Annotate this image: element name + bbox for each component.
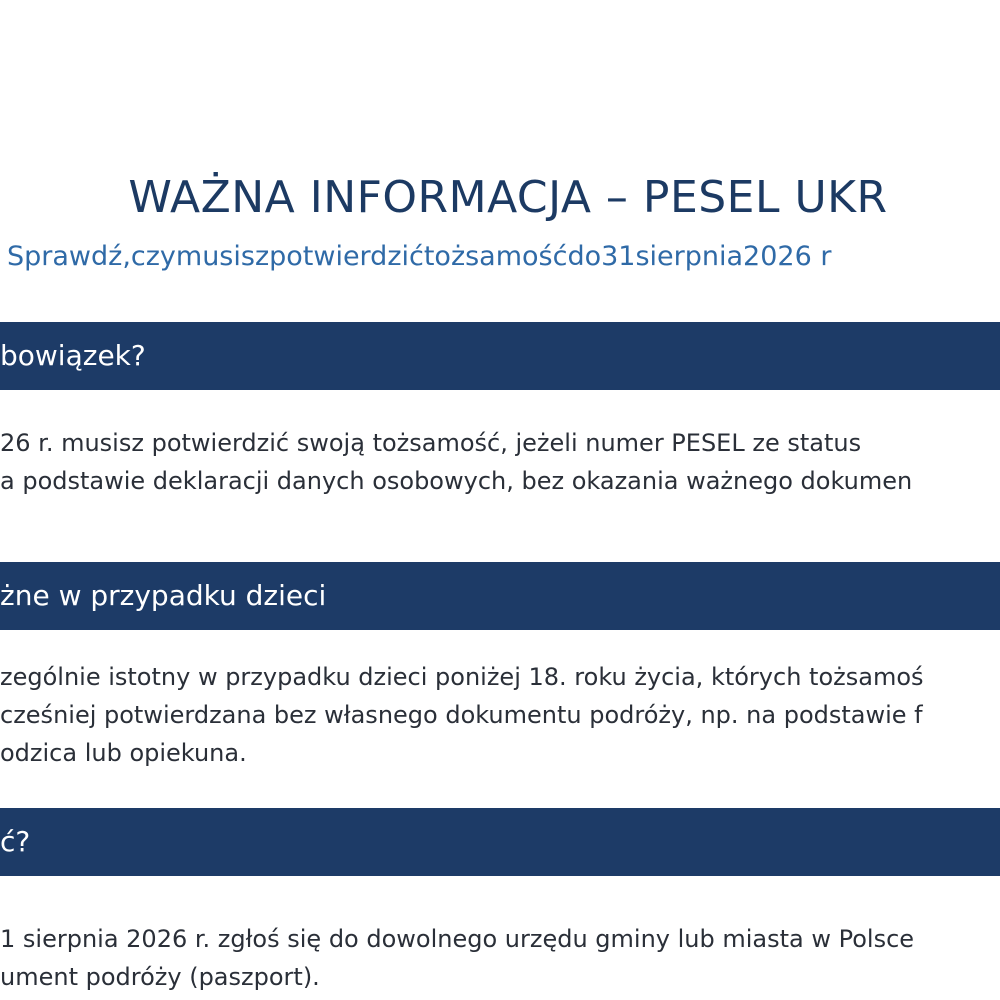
text-line: a podstawie deklaracji danych osobowych, bez okazania ważnego dokumen [0,467,913,495]
section-text-children [0,658,1000,772]
text-line: 26 r. musisz potwierdzić swoją tożsamość, jeżeli numer PESEL ze status [0,429,862,457]
text-line: 1 sierpnia 2026 r. zgłoś się do dowolnego urzędu gminy lub miasta w Polsce [0,925,915,953]
text-line: ument podróży (paszport). [0,963,320,991]
section-text-obligation [0,424,1000,500]
section-heading-obligation: bowiązek? [0,322,1000,390]
section-heading-what-to-do: ć? [0,808,1000,876]
text-line: zególnie istotny w przypadku dzieci poniżej 18. roku życia, których tożsamoś [0,663,924,691]
page-subtitle: Sprawdź,czymusiszpotwierdzićtożsamośćdo31sierpnia2026 r [7,241,832,272]
section-text-what-to-do [0,920,1000,996]
text-line: odzica lub opiekuna. [0,739,247,767]
text-line: cześniej potwierdzana bez własnego dokumentu podróży, np. na podstawie f [0,701,923,729]
page-title: WAŻNA INFORMACJA – PESEL UKR [128,172,888,223]
section-heading-children: żne w przypadku dzieci [0,562,1000,630]
